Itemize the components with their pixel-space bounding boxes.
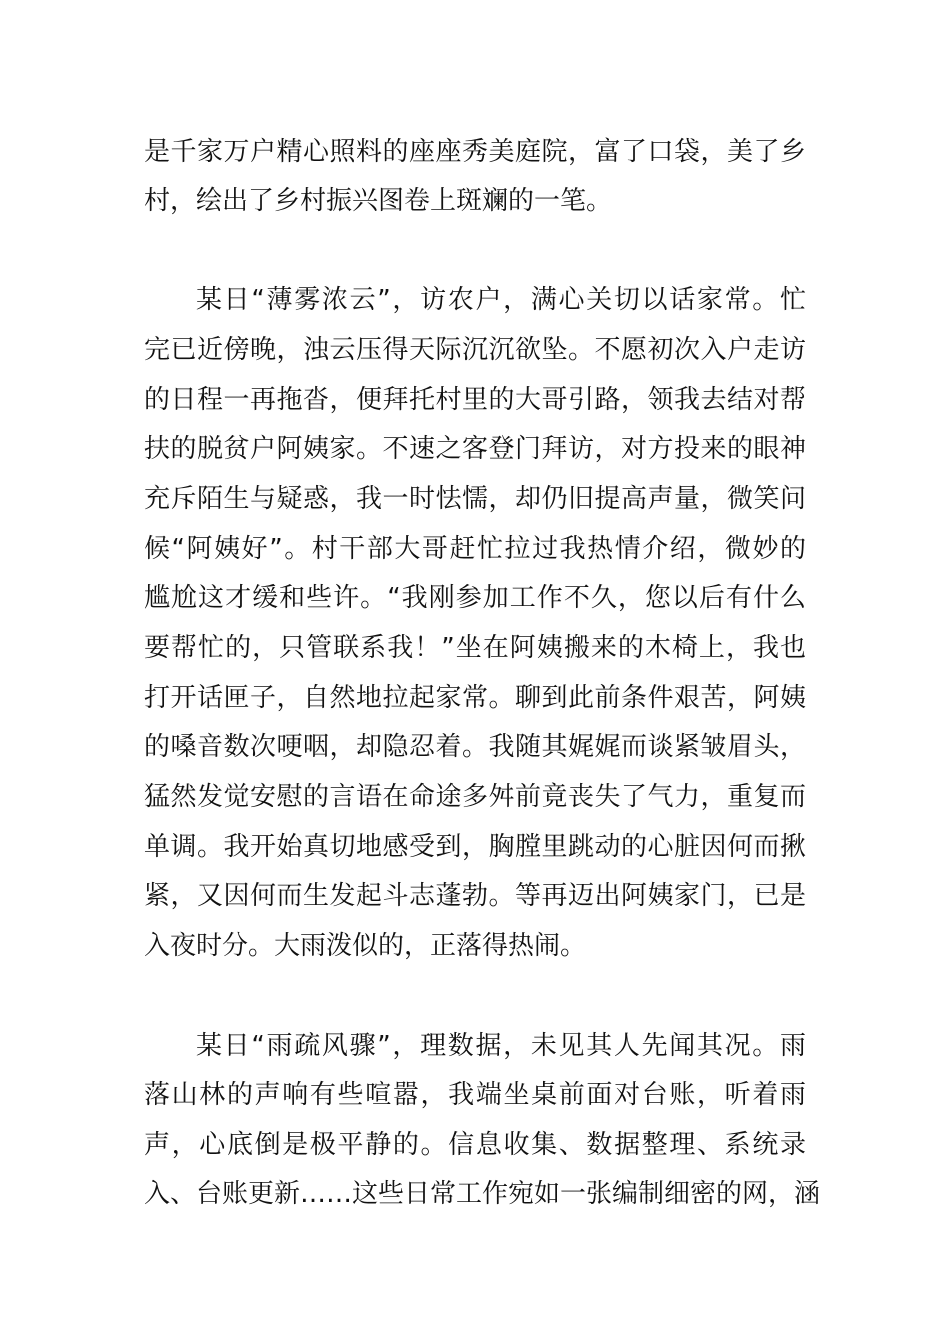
paragraph-2-line-13: 紧，又因何而生发起斗志蓬勃。等再迈出阿姨家门，已是 (144, 881, 806, 911)
paragraph-2-line-10: 的嗓音数次哽咽，却隐忍着。我随其娓娓而谈紧皱眉头， (144, 732, 806, 762)
paragraph-3-line-3: 声，心底倒是极平静的。信息收集、数据整理、系统录 (144, 1130, 806, 1160)
paragraph-2-line-11: 猛然发觉安慰的言语在命途多舛前竟丧失了气力，重复而 (144, 782, 806, 812)
paragraph-3-line-4: 入、台账更新……这些日常工作宛如一张编制细密的网，涵 (144, 1179, 821, 1209)
paragraph-2-line-6: 候“阿姨好”。村干部大哥赶忙拉过我热情介绍，微妙的 (144, 534, 806, 564)
paragraph-2-line-4: 扶的脱贫户阿姨家。不速之客登门拜访，对方投来的眼神 (144, 434, 806, 464)
paragraph-2-line-5: 充斥陌生与疑惑，我一时怯懦，却仍旧提高声量，微笑问 (144, 484, 806, 514)
paragraph-2-line-2: 完已近傍晚，浊云压得天际沉沉欲坠。不愿初次入户走访 (144, 335, 806, 365)
paragraph-2-line-8: 要帮忙的，只管联系我！”坐在阿姨搬来的木椅上，我也 (144, 633, 806, 663)
paragraph-2-line-9: 打开话匣子，自然地拉起家常。聊到此前条件艰苦，阿姨 (144, 683, 806, 713)
paragraph-3-line-2: 落山林的声响有些喧嚣，我端坐桌前面对台账，听着雨 (144, 1080, 806, 1110)
paragraph-3-line-1: 某日“雨疏风骤”，理数据，未见其人先闻其况。雨 (196, 1031, 806, 1061)
paragraph-2-line-14: 入夜时分。大雨泼似的，正落得热闹。 (144, 931, 587, 961)
paragraph-2-line-1: 某日“薄雾浓云”，访农户，满心关切以话家常。忙 (196, 285, 806, 315)
paragraph-2-line-3: 的日程一再拖沓，便拜托村里的大哥引路，领我去结对帮 (144, 385, 806, 415)
paragraph-2-line-12: 单调。我开始真切地感受到，胸膛里跳动的心脏因何而揪 (144, 832, 806, 862)
paragraph-1-line-1: 是千家万户精心照料的座座秀美庭院，富了口袋，美了乡 (144, 137, 806, 167)
paragraph-1-line-2: 村，绘出了乡村振兴图卷上斑斓的一笔。 (144, 186, 613, 216)
paragraph-2-line-7: 尴尬这才缓和些许。“我刚参加工作不久，您以后有什么 (144, 583, 806, 613)
